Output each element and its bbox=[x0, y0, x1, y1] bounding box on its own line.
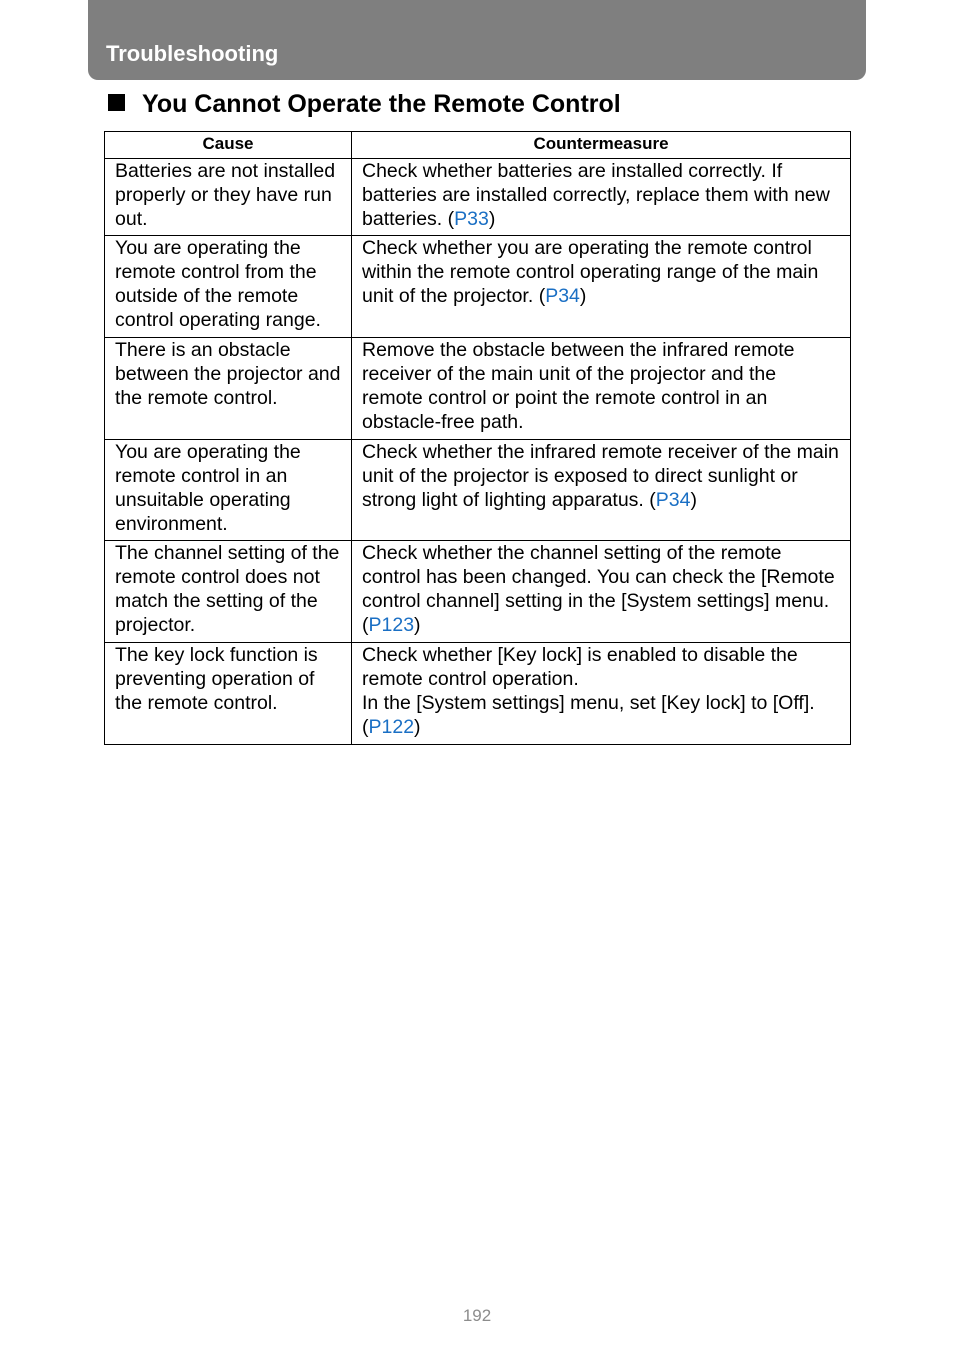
page-reference-link[interactable]: P123 bbox=[368, 614, 415, 636]
table-row bbox=[105, 159, 851, 236]
countermeasure-cell bbox=[352, 159, 851, 236]
table-row bbox=[105, 338, 851, 440]
cause-cell: Batteries are not installed properly or they have run out. bbox=[105, 159, 352, 236]
column-header-cause: Cause bbox=[105, 132, 352, 159]
cause-cell: You are operating the remote control from the outside of the remote control operating range. bbox=[105, 236, 352, 338]
cause-cell: The channel setting of the remote control does not match the setting of the projector. bbox=[105, 541, 352, 643]
countermeasure-text-end: ) bbox=[414, 716, 421, 738]
countermeasure-text: Check whether batteries are installed correctly. If batteries are installed correctly, replace them with new batteries. ( bbox=[362, 160, 830, 230]
black-square-icon bbox=[108, 94, 125, 111]
table-row bbox=[105, 541, 851, 643]
table-row bbox=[105, 236, 851, 338]
countermeasure-cell bbox=[352, 541, 851, 643]
countermeasure-text: Check whether the channel setting of the remote control has been changed. You can check the [Remote control channel] setting in the [System settings] menu. ( bbox=[362, 542, 835, 636]
countermeasure-text: Check whether you are operating the remote control within the remote control operating range of the main unit of the projector. ( bbox=[362, 237, 819, 307]
countermeasure-cell bbox=[352, 236, 851, 338]
cause-cell: The key lock function is preventing operation of the remote control. bbox=[105, 643, 352, 745]
column-header-countermeasure: Countermeasure bbox=[352, 132, 851, 159]
countermeasure-text-end: ) bbox=[690, 489, 697, 511]
section-title bbox=[108, 88, 621, 120]
page-reference-link[interactable]: P122 bbox=[368, 716, 415, 738]
page-reference-link[interactable]: P34 bbox=[545, 285, 580, 307]
page-reference-link[interactable]: P33 bbox=[454, 208, 489, 230]
countermeasure-text-end: ) bbox=[488, 208, 496, 230]
page-number: 192 bbox=[462, 1306, 492, 1325]
header-label: Troubleshooting bbox=[106, 41, 279, 66]
cause-cell: You are operating the remote control in an unsuitable operating environment. bbox=[105, 440, 352, 541]
countermeasure-text-end: ) bbox=[579, 285, 587, 307]
page-reference-link[interactable]: P34 bbox=[655, 489, 691, 511]
table-row bbox=[105, 643, 851, 745]
countermeasure-text-end: ) bbox=[414, 614, 421, 636]
countermeasure-line-2: In the [System settings] menu, set [Key lock] to [Off]. ( bbox=[362, 692, 815, 738]
countermeasure-cell bbox=[352, 643, 851, 745]
cause-cell: There is an obstacle between the projector and the remote control. bbox=[105, 338, 352, 440]
table-row bbox=[105, 440, 851, 541]
table-header-row bbox=[105, 132, 851, 159]
countermeasure-text: Remove the obstacle between the infrared remote receiver of the main unit of the projector and the remote control or point the remote control in an obstacle-free path. bbox=[362, 339, 795, 433]
troubleshooting-table bbox=[104, 131, 851, 745]
countermeasure-line-1: Check whether [Key lock] is enabled to disable the remote control operation. bbox=[362, 644, 798, 690]
countermeasure-cell bbox=[352, 440, 851, 541]
countermeasure-cell bbox=[352, 338, 851, 440]
header-bar bbox=[88, 0, 866, 80]
countermeasure-text: Check whether the infrared remote receiver of the main unit of the projector is exposed to direct sunlight or strong light of lighting apparatus. ( bbox=[362, 441, 839, 511]
section-title-text: You Cannot Operate the Remote Control bbox=[142, 90, 621, 118]
